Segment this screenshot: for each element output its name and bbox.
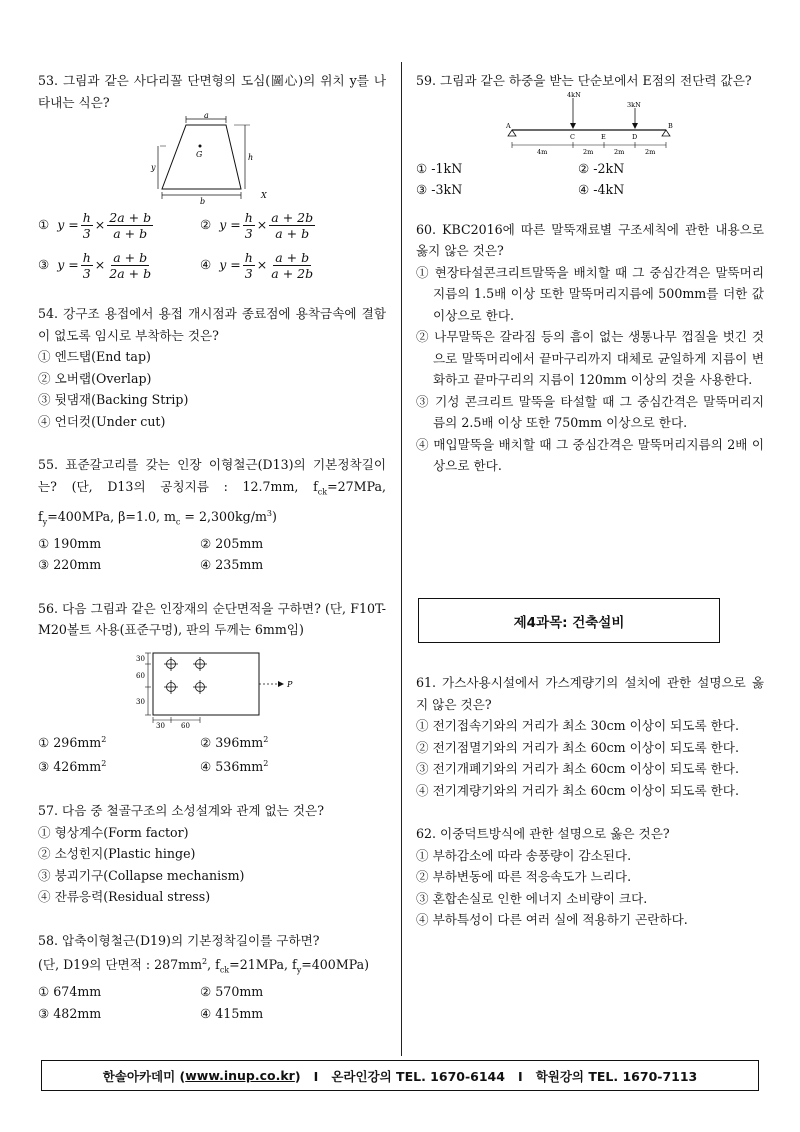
label-a: a xyxy=(204,113,209,120)
q55-option-4[interactable]: ④ 235mm xyxy=(200,557,264,573)
left-column xyxy=(38,70,386,1046)
label-h: h xyxy=(248,153,254,162)
q61-option-2[interactable]: ② 전기점멸기와의 거리가 최소 60cm 이상이 되도록 한다. xyxy=(416,739,739,755)
q58-options xyxy=(38,981,386,1024)
svg-text:E: E xyxy=(601,132,606,141)
svg-text:2m: 2m xyxy=(645,147,656,156)
question-61 xyxy=(416,672,764,801)
q54-option-3[interactable]: ③ 뒷댐재(Backing Strip) xyxy=(38,392,189,407)
simple-beam-figure xyxy=(416,92,764,158)
q53-option-3[interactable]: ③ y = $\frac{h}{3}$ × $\frac{a + b}{2a + b}$ xyxy=(38,249,152,281)
q54-option-4[interactable]: ④ 언더컷(Under cut) xyxy=(38,413,166,429)
label-G: G xyxy=(196,150,203,159)
svg-text:D: D xyxy=(632,132,638,141)
question-53 xyxy=(38,70,386,285)
svg-text:4kN: 4kN xyxy=(567,91,581,99)
q56-options xyxy=(38,729,386,778)
svg-text:60: 60 xyxy=(136,671,145,680)
svg-text:C: C xyxy=(570,132,575,141)
q59-options xyxy=(416,158,764,201)
svg-text:3kN: 3kN xyxy=(627,100,641,109)
question-54-stem: 54. 강구조 용접에서 용접 개시점과 종료점에 용착금속에 결함이 없도록 임시로 부착하는 것은? xyxy=(38,306,386,343)
q53-options-row-2 xyxy=(38,245,386,285)
question-58-stem: 58. 압축이형철근(D19)의 기본정착길이를 구하면? (단, D19의 단면적 : $287mm^2$, $f_{ck}=21MPa$, $f_y=400MPa$) xyxy=(38,932,370,975)
q61-option-1[interactable]: ① 전기접속기와의 거리가 최소 30cm 이상이 되도록 한다. xyxy=(416,718,739,733)
q56-option-3[interactable]: ③ $426mm^2$ xyxy=(38,759,107,775)
svg-text:30: 30 xyxy=(136,654,145,663)
q57-option-3[interactable]: ③ 붕괴기구(Collapse mechanism) xyxy=(38,867,245,883)
question-60 xyxy=(416,219,764,477)
q57-option-1[interactable]: ① 형상계수(Form factor) xyxy=(38,824,189,840)
svg-text:4m: 4m xyxy=(537,147,548,156)
q53-option-2[interactable]: ② y = $\frac{h}{3}$ × $\frac{a + 2b}{a + b}$ xyxy=(200,209,314,241)
q58-option-1[interactable]: ① 674mm xyxy=(38,984,102,1000)
tension-plate-diagram xyxy=(38,647,386,729)
q55-option-2[interactable]: ② 205mm xyxy=(200,535,264,551)
q56-option-4[interactable]: ④ $536mm^2$ xyxy=(200,759,269,775)
q56-option-1[interactable]: ① $296mm^2$ xyxy=(38,734,107,750)
question-57-stem: 57. 다음 중 철골구조의 소성설계와 관계 없는 것은? xyxy=(38,803,324,819)
footer-bar xyxy=(41,1060,759,1091)
q58-option-2[interactable]: ② 570mm xyxy=(200,984,264,1000)
q61-option-4[interactable]: ④ 전기계량기와의 거리가 최소 60cm 이상이 되도록 한다. xyxy=(416,782,739,798)
column-divider xyxy=(401,62,402,1056)
question-59 xyxy=(416,70,764,201)
q55-options xyxy=(38,533,386,576)
question-56-stem: 56. 다음 그림과 같은 인장재의 순단면적을 구하면? (단, F10T-M20볼트 사용(표준구멍), 판의 두께는 6mm임) xyxy=(38,600,386,638)
q59-option-3[interactable]: ③ -3kN xyxy=(416,182,463,197)
q59-option-2[interactable]: ② -2kN xyxy=(578,160,625,176)
label-y: y xyxy=(151,163,156,172)
section-title: 제4과목: 건축설비 xyxy=(418,598,720,643)
q62-option-1[interactable]: ① 부하감소에 따라 송풍량이 감소된다. xyxy=(416,847,632,863)
q58-option-3[interactable]: ③ 482mm xyxy=(38,1005,102,1021)
svg-text:30: 30 xyxy=(136,697,145,706)
q62-option-2[interactable]: ② 부하변동에 따른 적응속도가 느리다. xyxy=(416,869,632,884)
question-60-stem: 60. KBC2016에 따른 말뚝재료별 구조세칙에 관한 내용으로 옳지 않은 것은? xyxy=(416,221,764,258)
label-X: X xyxy=(261,191,267,200)
trapezoid-diagram xyxy=(38,113,386,205)
q55-option-3[interactable]: ③ 220mm xyxy=(38,557,102,573)
svg-text:30: 30 xyxy=(156,721,165,729)
question-54 xyxy=(38,303,386,432)
q60-option-1[interactable]: ① 현장타설콘크리트말뚝을 배치할 때 그 중심간격은 말뚝머리지름의 1.5배 이상 또한 말뚝머리지름에 500mm를 더한 값 이상으로 한다. xyxy=(416,264,764,323)
svg-text:B: B xyxy=(668,121,673,130)
q54-option-2[interactable]: ② 오버랩(Overlap) xyxy=(38,370,152,386)
q61-option-3[interactable]: ③ 전기개폐기와의 거리가 최소 60cm 이상이 되도록 한다. xyxy=(416,761,739,776)
question-55 xyxy=(38,454,386,576)
q57-option-4[interactable]: ④ 잔류응력(Residual stress) xyxy=(38,889,211,905)
q56-option-2[interactable]: ② $396mm^2$ xyxy=(200,734,269,750)
question-61-stem: 61. 가스사용시설에서 가스계량기의 설치에 관한 설명으로 옳지 않은 것은? xyxy=(416,675,764,712)
right-column xyxy=(416,70,764,499)
q59-option-4[interactable]: ④ -4kN xyxy=(578,182,625,197)
q58-option-4[interactable]: ④ 415mm xyxy=(200,1005,264,1021)
tension-plate-figure xyxy=(38,647,386,729)
simple-beam-diagram xyxy=(416,92,764,158)
right-column-lower xyxy=(416,672,764,953)
q60-option-3[interactable]: ③ 기성 콘크리트 말뚝을 타설할 때 그 중심간격은 말뚝머리지름의 2.5배 이상 또한 750mm 이상으로 한다. xyxy=(416,393,764,430)
question-57 xyxy=(38,800,386,908)
trapezoid-figure xyxy=(38,113,386,205)
footer-academy: 한솔아카데미 ( xyxy=(102,1068,186,1084)
q55-option-1[interactable]: ① 190mm xyxy=(38,535,102,551)
svg-text:P: P xyxy=(287,679,293,689)
q60-option-2[interactable]: ② 나무말뚝은 갈라짐 등의 흠이 없는 생통나무 껍질을 벗긴 것으로 말뚝머리에서 끝마구리까지 대체로 균일하게 지름이 변화하고 끝마구리의 지름이 120mm 이상의 것을 사용한다. xyxy=(416,329,764,387)
question-55-stem: 55. 표준갈고리를 갖는 인장 이형철근(D13)의 기본정착길이는? (단, D13의 공칭지름 : 12.7mm, $f_{ck}=27MPa$, $f_y=400MPa$, β=1.0, $m_c = 2,300kg/m^3$) xyxy=(38,457,386,527)
question-62-stem: 62. 이중덕트방식에 관한 설명으로 옳은 것은? xyxy=(416,826,670,841)
q62-option-4[interactable]: ④ 부하특성이 다른 여러 실에 적용하기 곤란하다. xyxy=(416,912,688,927)
q53-option-1[interactable]: ① y = $\frac{h}{3}$ × $\frac{2a + b}{a + b}$ xyxy=(38,209,152,241)
q62-option-3[interactable]: ③ 혼합손실로 인한 에너지 소비량이 크다. xyxy=(416,890,648,906)
q54-option-1[interactable]: ① 엔드탭(End tap) xyxy=(38,349,151,364)
q53-option-4[interactable]: ④ y = $\frac{h}{3}$ × $\frac{a + b}{a + 2b}$ xyxy=(200,249,314,281)
q53-options-row-1 xyxy=(38,205,386,245)
svg-text:2m: 2m xyxy=(614,147,625,156)
footer-website-link[interactable]: www.inup.co.kr xyxy=(185,1068,295,1083)
svg-text:A: A xyxy=(506,121,511,130)
question-56 xyxy=(38,598,386,778)
question-59-stem: 59. 그림과 같은 하중을 받는 단순보에서 E점의 전단력 값은? xyxy=(416,73,752,88)
q60-option-4[interactable]: ④ 매입말뚝을 배치할 때 그 중심간격은 말뚝머리지름의 2배 이상으로 한다. xyxy=(416,436,764,473)
q57-option-2[interactable]: ② 소성힌지(Plastic hinge) xyxy=(38,846,196,862)
question-62 xyxy=(416,823,764,931)
q59-option-1[interactable]: ① -1kN xyxy=(416,160,463,176)
footer-contact: ) I 온라인강의 TEL. 1670-6144 I 학원강의 TEL. 1670-7113 xyxy=(294,1068,698,1084)
label-b: b xyxy=(200,197,206,205)
question-58 xyxy=(38,930,386,1025)
svg-text:2m: 2m xyxy=(583,147,594,156)
question-53-stem: 53. 그림과 같은 사다리꼴 단면형의 도심(圖心)의 위치 y를 나타내는 식은? xyxy=(38,73,386,110)
svg-text:60: 60 xyxy=(181,721,190,729)
